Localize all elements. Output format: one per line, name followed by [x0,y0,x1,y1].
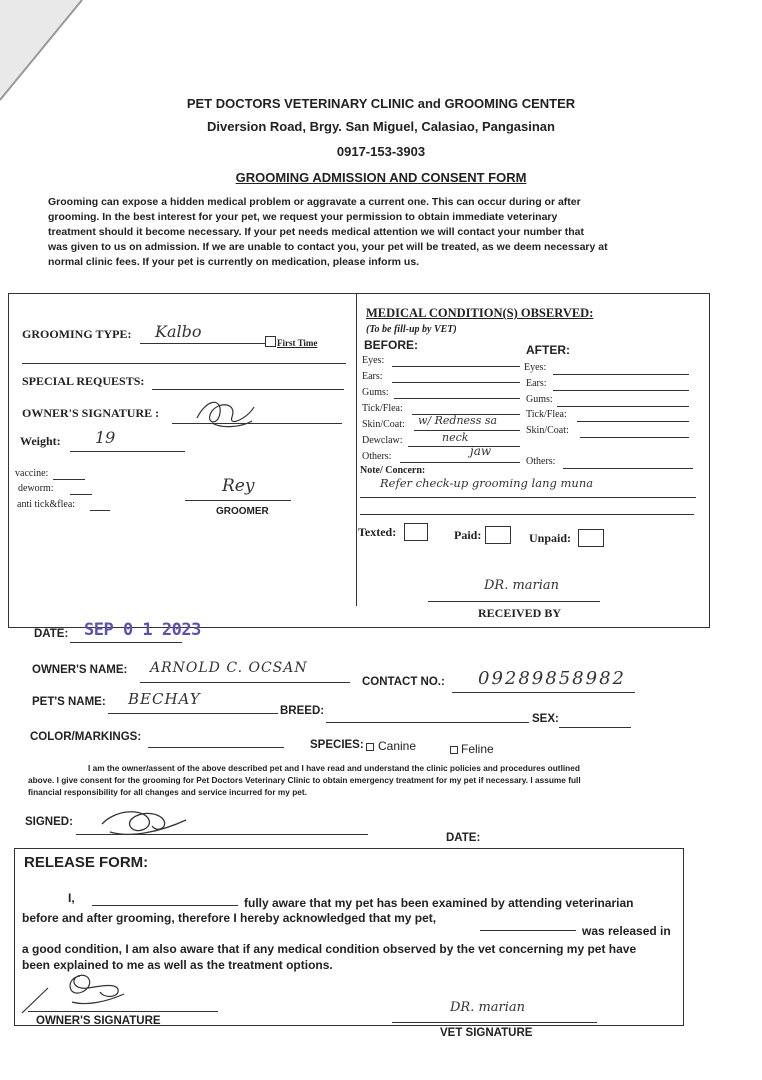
release-title: RELEASE FORM: [24,854,149,871]
special-requests-label: SPECIAL REQUESTS: [22,374,145,388]
clinic-name: PET DOCTORS VETERINARY CLINIC and GROOMING CENTER [186,96,576,111]
owner-name-line[interactable] [140,682,350,683]
before-label: BEFORE: [364,338,418,352]
anti-tick-line[interactable] [90,510,110,511]
consent-line: above. I give consent for the grooming for Pet Doctors Veterinary Clinic to obtain emergency treatment for my pet if necessary. I assume full [28,775,581,785]
date-stamp: SEP 0 1 2023 [84,620,201,640]
consent-date-label: DATE: [446,832,481,844]
before-ears-line[interactable] [392,382,520,383]
release-owner-signature-line[interactable] [28,1011,218,1012]
form-title: GROOMING ADMISSION AND CONSENT FORM [235,170,527,185]
first-time-checkbox[interactable] [265,336,276,347]
clinic-address: Diversion Road, Brgy. San Miguel, Calasiao, Pangasinan [207,119,555,134]
before-others-label: Others: [362,451,392,462]
owner-signature-scribble [192,393,262,433]
deworm-label: deworm: [18,483,54,494]
before-ears-label: Ears: [362,371,383,382]
canine-checkbox[interactable] [366,743,374,751]
weight-label: Weight: [20,434,61,448]
groomer-line[interactable] [185,500,291,501]
contact-line[interactable] [452,692,635,693]
vaccine-label: vaccine: [15,468,49,479]
before-dewclaw-line[interactable] [408,446,520,447]
intro-line: Grooming can expose a hidden medical problem or aggravate a current one. This can occur during or after [48,196,581,208]
grooming-type-label: GROOMING TYPE: [22,327,132,341]
weight-line[interactable] [70,451,185,452]
grooming-type-line[interactable] [140,343,265,344]
contact-value: 09289858982 [478,668,626,689]
date-label: DATE: [34,628,69,640]
texted-label: Texted: [358,525,397,539]
release-owner-sig-label: OWNER'S SIGNATURE [36,1015,161,1027]
before-tick-label: Tick/Flea: [362,403,403,414]
release-line1-end: fully aware that my pet has been examined by attending veterinarian [244,896,634,910]
release-line2: before and after grooming, therefore I hereby acknowledged that my pet, [22,911,437,925]
received-by-name: DR. marian [484,578,560,593]
intro-line: grooming. In the best interest for your pet, we request your permission to obtain immediate veterinary [48,211,558,223]
pet-name-value: BECHAY [128,690,201,708]
deworm-line[interactable] [70,494,92,495]
signed-label: SIGNED: [25,816,73,828]
medical-subtitle: (To be fill-up by VET) [366,324,457,335]
after-others-label: Others: [526,456,556,467]
before-gums-label: Gums: [362,387,389,398]
unpaid-label: Unpaid: [529,531,572,545]
weight-value: 19 [95,428,116,447]
date-line[interactable] [70,642,182,643]
consent-line: financial responsibility for all changes and service incurred for my pet. [28,787,307,797]
before-eyes-label: Eyes: [362,355,385,366]
note-value: Refer check-up grooming lang muna [380,476,594,490]
grooming-extra-line[interactable] [22,363,346,364]
release-i: I, [68,891,75,905]
canine-label: Canine [378,739,417,753]
release-vet-signature-line[interactable] [392,1022,597,1023]
grooming-type-value: Kalbo [155,322,202,341]
pet-name-label: PET'S NAME: [32,696,106,708]
release-line3-text: a good condition, I am also aware that if any medical condition observed by the vet concerning my pet have [22,942,637,956]
texted-checkbox[interactable] [404,523,428,541]
intro-line: treatment should it become necessary. If your pet needs medical attention we will contact your number that [48,226,585,238]
owner-name-value: ARNOLD C. OCSAN [150,660,308,676]
groomer-name: Rey [222,476,255,496]
before-gums-line[interactable] [394,398,520,399]
paid-checkbox[interactable] [485,526,511,544]
medical-title: MEDICAL CONDITION(S) OBSERVED: [366,306,594,320]
consent-line: I am the owner/assent of the above described pet and I have read and understand the clinic policies and procedures outlined [88,763,580,773]
feline-label: Feline [461,742,494,756]
after-ears-label: Ears: [526,378,547,389]
feline-checkbox[interactable] [450,746,458,754]
release-vet-name: DR. marian [450,1000,526,1015]
grooming-medical-box [8,293,710,628]
first-time-label: First Time [277,338,318,348]
before-eyes-line[interactable] [392,366,520,367]
before-others-line[interactable] [400,462,520,463]
breed-label: BREED: [280,705,325,717]
intro-paragraph [48,195,658,270]
signed-signature-scribble [100,802,190,842]
release-vet-sig-label: VET SIGNATURE [440,1027,533,1039]
consent-paragraph [28,762,640,798]
color-label: COLOR/MARKINGS: [30,731,142,743]
after-tick-label: Tick/Flea: [526,409,567,420]
groomer-label: GROOMER [216,506,269,517]
pet-name-line[interactable] [108,713,278,714]
vaccine-line[interactable] [53,479,85,480]
intro-line: normal clinic fees. If your pet is currently on medication, please inform us. [48,256,420,268]
sex-label: SEX: [532,713,559,725]
release-name-line[interactable] [92,905,238,906]
paid-label: Paid: [454,528,482,542]
owner-name-label: OWNER'S NAME: [32,664,128,676]
after-label: AFTER: [526,343,570,357]
box-divider [356,293,357,606]
release-line2-end: was released in [582,924,671,938]
contact-label: CONTACT NO.: [362,676,445,688]
after-others-line[interactable] [563,468,693,469]
special-requests-line[interactable] [152,389,344,390]
release-line4: been explained to me as well as the treatment options. [22,958,333,972]
after-tick-line[interactable] [577,421,689,422]
before-skin-value: w/ Redness sa [418,414,498,427]
dewclaw-value: neck [442,431,469,444]
after-eyes-label: Eyes: [524,362,547,373]
after-gums-label: Gums: [526,394,553,405]
others-value: jaw [470,444,492,458]
owner-signature-label: OWNER'S SIGNATURE : [22,406,160,420]
before-dewclaw-label: Dewclaw: [362,435,403,446]
note-label: Note/ Concern: [360,465,426,476]
note-line-2[interactable] [360,514,694,515]
intro-line: was given to us on admission. If we are unable to contact you, your pet will be treated, as we deem necessary at [48,241,608,253]
note-line-1[interactable] [360,497,696,498]
after-ears-line[interactable] [553,390,689,391]
unpaid-checkbox[interactable] [578,529,604,547]
color-line[interactable] [148,747,284,748]
anti-tick-label: anti tick&flea: [17,499,76,510]
after-gums-line[interactable] [557,406,689,407]
release-line3 [22,926,672,956]
received-by-label: RECEIVED BY [478,606,562,620]
sex-line[interactable] [559,727,631,728]
after-eyes-line[interactable] [553,374,689,375]
species-label: SPECIES: [310,739,364,751]
after-skin-line[interactable] [580,437,689,438]
folded-corner [0,0,90,110]
received-by-line[interactable] [428,601,600,602]
breed-line[interactable] [326,722,529,723]
clinic-phone: 0917-153-3903 [336,144,426,159]
after-skin-label: Skin/Coat: [526,425,569,436]
before-skin-label: Skin/Coat: [362,419,405,430]
